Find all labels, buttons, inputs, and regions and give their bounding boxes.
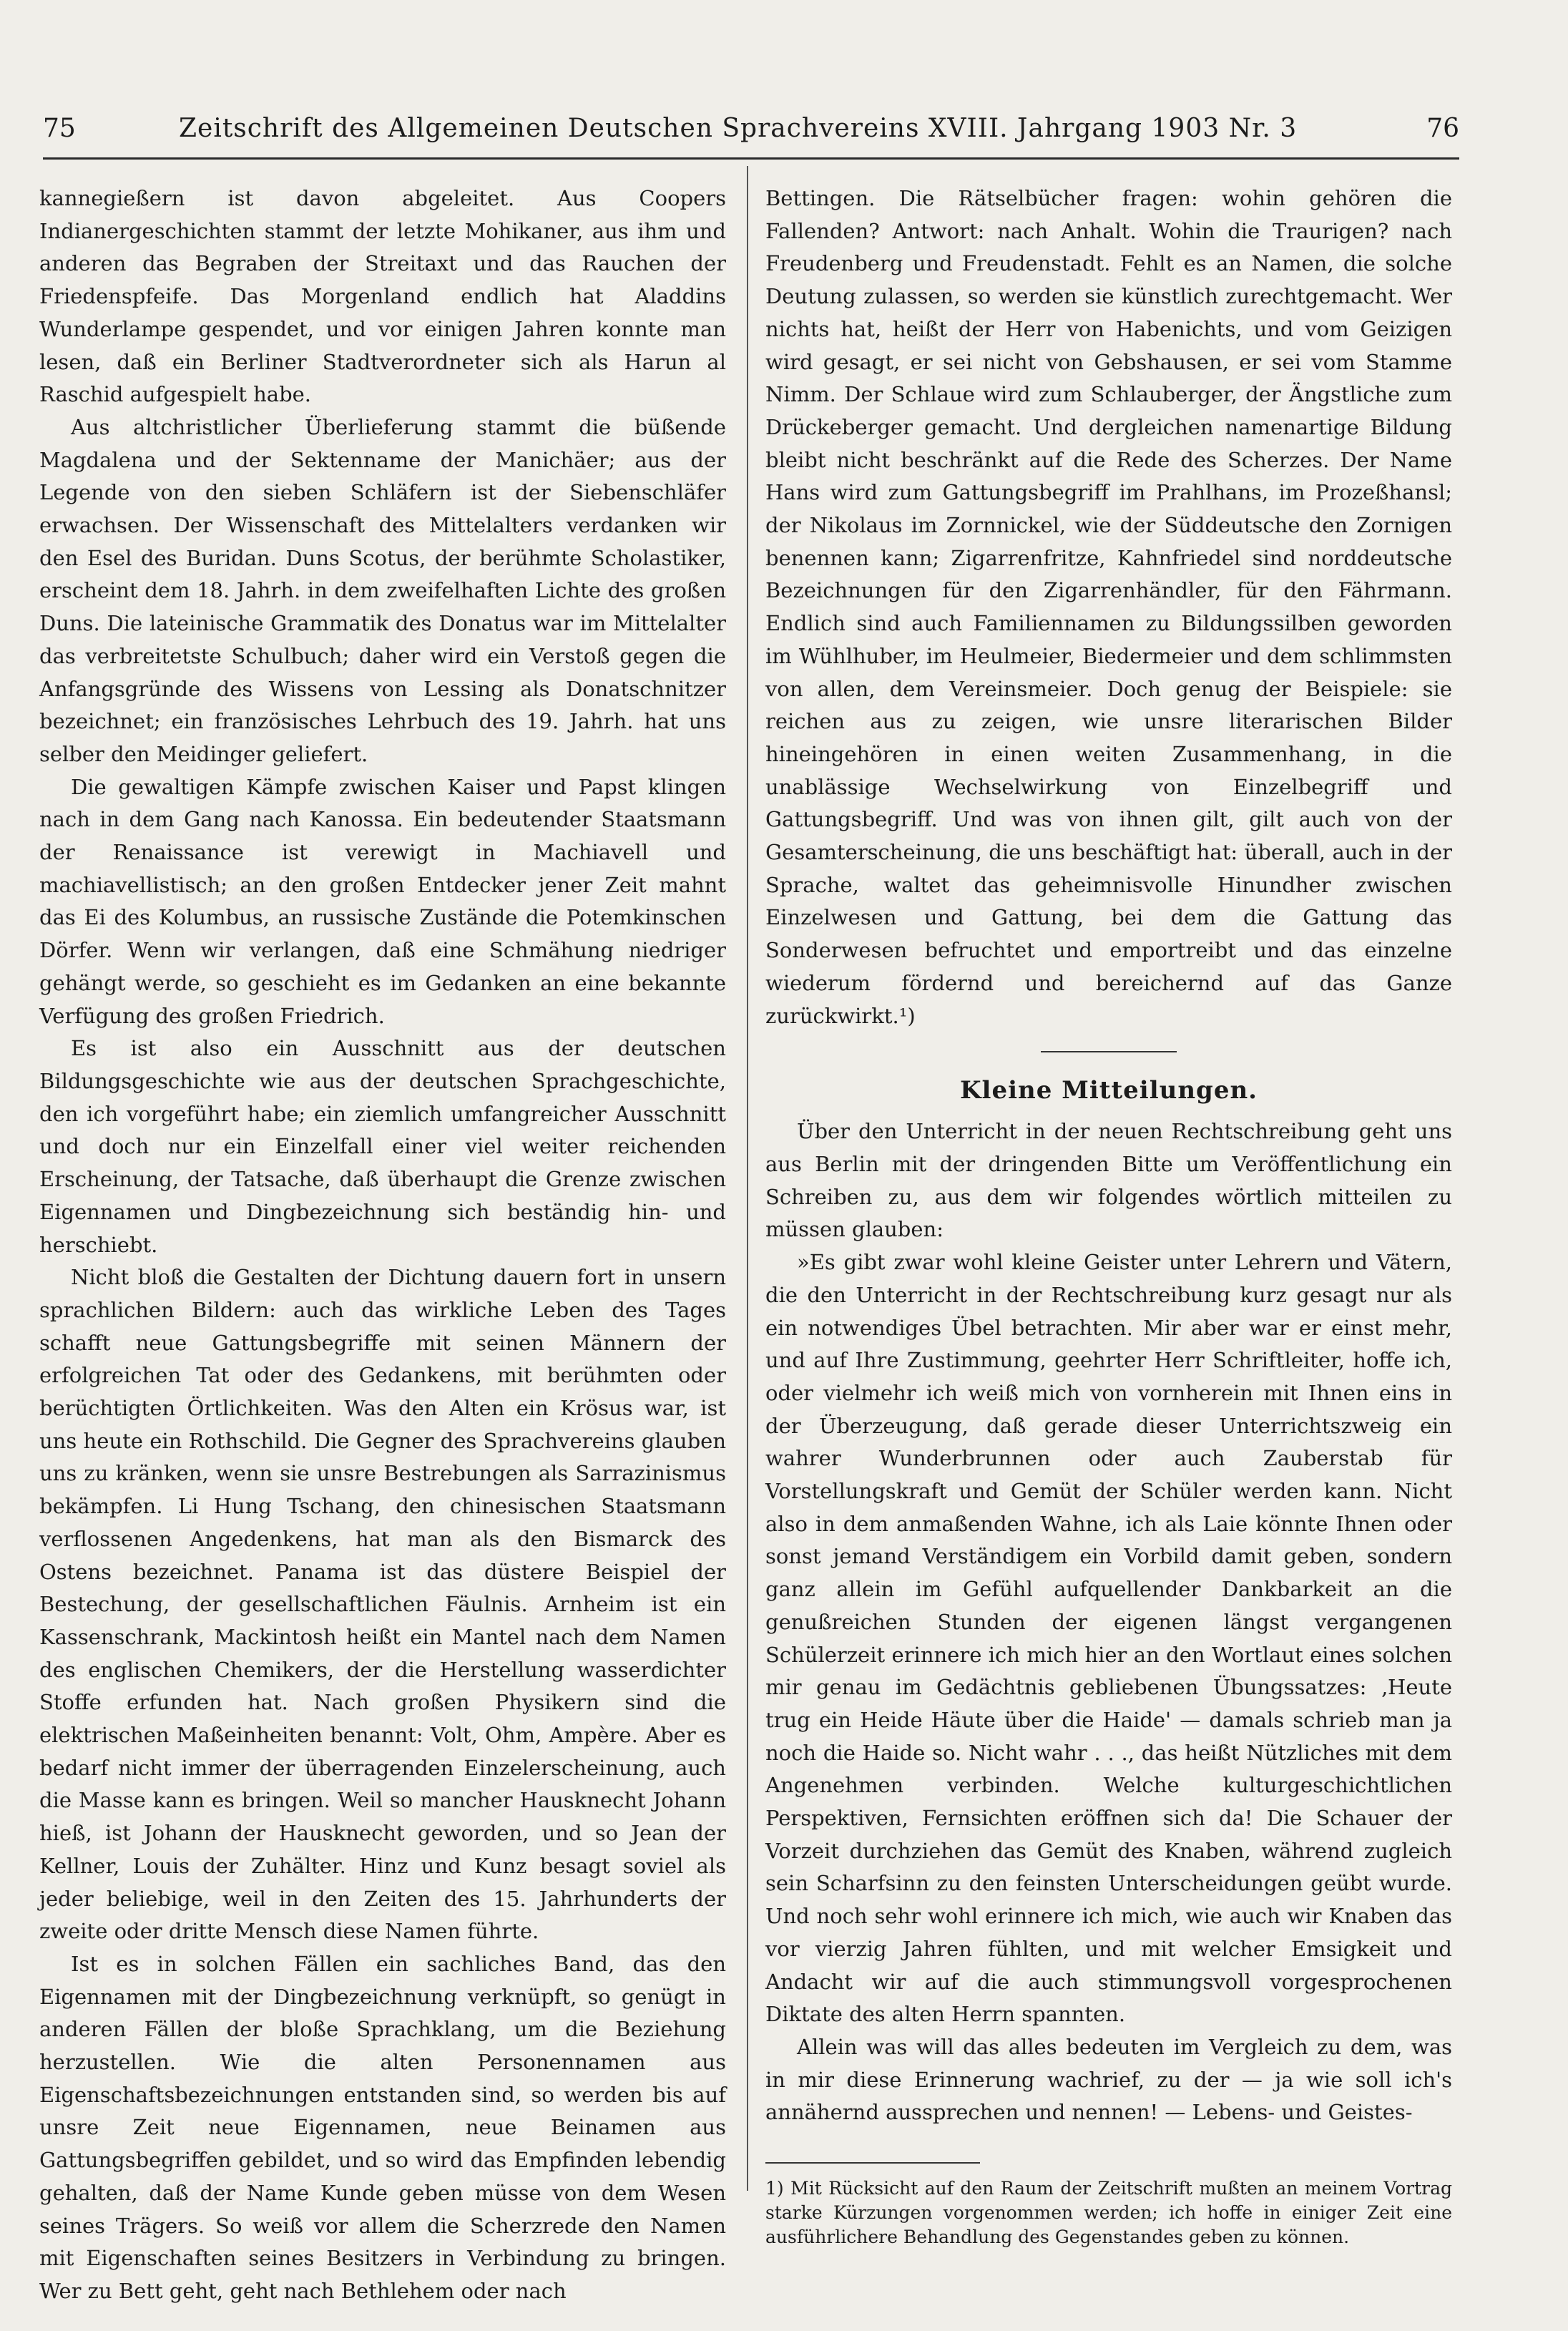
column-divider	[747, 166, 748, 2191]
paragraph: Ist es in solchen Fällen ein sachliches Band, das den Eigennamen mit der Dingbezeichnung verknüpft, so genügt in anderen Fällen der bloße Sprachklang, um die Beziehung herzustellen. Wie die alten Personennamen aus Eigenschaftsbezeichnungen entstanden sind, so werden bis auf unsre Zeit neue Eigennamen, neue Beinamen aus Gattungsbegriffen gebildet, und so wird das Empfinden lebendig gehalten, daß der Name Kunde geben müsse von dem Wesen seines Trägers. So weiß vor allem die Scherzrede den Namen mit Eigenschaften seines Besitzers in Verbindung zu bringen. Wer zu Bett geht, geht nach Bethlehem oder nach	[39, 1951, 726, 2303]
paragraph: Allein was will das alles bedeuten im Vergleich zu dem, was in mir diese Erinnerung wachrief, zu der — ja wie soll ich's annähernd aussprechen und nennen! — Lebens- und Geistes-	[765, 2034, 1452, 2125]
section-rule	[1041, 1051, 1177, 1052]
left-column	[39, 182, 726, 2308]
section-heading: Kleine Mitteilungen.	[959, 1076, 1258, 1105]
footnote: 1) Mit Rücksicht auf den Raum der Zeitschrift mußten an meinem Vortrag starke Kürzungen vorgenommen werden; ich hoffe in einiger Zeit eine ausführlichere Behandlung des Gegenstandes geben zu können.	[765, 2178, 1452, 2248]
right-column	[765, 182, 1452, 2249]
page-header	[43, 107, 1459, 150]
paragraph: Über den Unterricht in der neuen Rechtschreibung geht uns aus Berlin mit der dringenden Bitte um Veröffentlichung ein Schreiben zu, aus dem wir folgendes wörtlich mitteilen zu müssen glauben:	[765, 1119, 1452, 1242]
page-number-right: 76	[1426, 114, 1459, 143]
paragraph: »Es gibt zwar wohl kleine Geister unter Lehrern und Vätern, die den Unterricht in der Rechtschreibung kurz gesagt nur als ein notwendiges Übel betrachten. Mir aber war er einst mehr, und auf Ihre Zustimmung, geehrter Herr Schriftleiter, hoffe ich, oder vielmehr ich weiß mich von vornherein mit Ihnen eins in der Überzeugung, daß gerade dieser Unterrichtszweig ein wahrer Wunderbrunnen oder auch Zauberstab für Vorstellungskraft und Gemüt der Schüler werden kann. Nicht also in dem anmaßenden Wahne, ich als Laie könnte Ihnen oder sonst jemand Verständigem ein Vorbild damit geben, sondern ganz allein im Gefühl aufquellender Dankbarkeit an die genußreichen Stunden der eigenen längst vergangenen Schülerzeit erinnere ich mich hier an den Wortlaut eines solchen mir genau im Gedächtnis gebliebenen Übungssatzes: ‚Heute trug ein Heide Häute über die Haide' — damals schrieb man ja noch die Haide so. Nicht wahr . . ., das heißt Nützliches mit dem Angenehmen verbinden. Welche kulturgeschichtlichen Perspektiven, Fernsichten eröffnen sich da! Die Schauer der Vorzeit durchziehen das Gemüt des Knaben, während zugleich sein Scharfsinn zu den feinsten Unterscheidungen geübt wurde. Und noch sehr wohl erinnere ich mich, wie auch wir Knaben das vor vierzig Jahren fühlten, und mit welcher Emsigkeit und Andacht wir auf die auch stimmungsvoll vorgesprochenen Diktate des alten Herrn spannten.	[765, 1250, 1452, 2027]
paragraph: Nicht bloß die Gestalten der Dichtung dauern fort in unsern sprachlichen Bildern: auch das wirkliche Leben des Tages schafft neue Gattungsbegriffe mit seinen Männern der erfolgreichen Tat oder des Gedankens, mit berühmten oder berüchtigten Örtlichkeiten. Was den Alten ein Krösus war, ist uns heute ein Rothschild. Die Gegner des Sprachvereins glauben uns zu kränken, wenn sie unsre Bestrebungen als Sarrazinismus bekämpfen. Li Hung Tschang, den chinesischen Staatsmann verflossenen Angedenkens, hat man als den Bismarck des Ostens bezeichnet. Panama ist das düstere Beispiel der Bestechung, der gesellschaftlichen Fäulnis. Arnheim ist ein Kassenschrank, Mackintosh heißt ein Mantel nach dem Namen des englischen Chemikers, der die Herstellung wasserdichter Stoffe erfunden hat. Nach großen Physikern sind die elektrischen Maßeinheiten benannt: Volt, Ohm, Ampère. Aber es bedarf nicht immer der überragenden Einzelerscheinung, auch die Masse kann es bringen. Weil so mancher Hausknecht Johann hieß, ist Johann der Hausknecht geworden, und so Jean der Kellner, Louis der Zuhälter. Hinz und Kunz besagt soviel als jeder beliebige, weil in den Zeiten des 15. Jahrhunderts der zweite oder dritte Mensch diese Namen führte.	[39, 1265, 726, 1944]
paragraph: Die gewaltigen Kämpfe zwischen Kaiser und Papst klingen nach in dem Gang nach Kanossa. Ein bedeutender Staatsmann der Renaissance ist verewigt in Machiavell und machiavellistisch; an den großen Entdecker jener Zeit mahnt das Ei des Kolumbus, an russische Zustände die Potemkinschen Dörfer. Wenn wir verlangen, daß eine Schmähung niedriger gehängt werde, so geschieht es im Gedanken an eine bekannte Verfügung des großen Friedrich.	[39, 774, 726, 1028]
footnote-rule	[765, 2162, 980, 2164]
paragraph: kannegießern ist davon abgeleitet. Aus Coopers Indianergeschichten stammt der letzte Mohikaner, aus ihm und anderen das Begraben der Streitaxt und das Rauchen der Friedenspfeife. Das Morgenland endlich hat Aladdins Wunderlampe gespendet, und vor einigen Jahren konnte man lesen, daß ein Berliner Stadtverordneter sich als Harun al Raschid aufgespielt habe.	[39, 186, 726, 407]
paragraph: Bettingen. Die Rätselbücher fragen: wohin gehören die Fallenden? Antwort: nach Anhalt. Wohin die Traurigen? nach Freudenberg und Freudenstadt. Fehlt es an Namen, die solche Deutung zulassen, so werden sie künstlich zurechtgemacht. Wer nichts hat, heißt der Herr von Habenichts, und vom Geizigen wird gesagt, er sei nicht von Gebshausen, er sei vom Stamme Nimm. Der Schlaue wird zum Schlauberger, der Ängstliche zum Drückeberger gemacht. Und dergleichen namenartige Bildung bleibt nicht beschränkt auf die Rede des Scherzes. Der Name Hans wird zum Gattungsbegriff im Prahlhans, im Prozeßhansl; der Nikolaus im Zornnickel, wie der Süddeutsche den Zornigen benennen kann; Zigarrenfritze, Kahnfriedel sind norddeutsche Bezeichnungen für den Zigarrenhändler, für den Fährmann. Endlich sind auch Familiennamen zu Bildungssilben geworden im Wühlhuber, im Heulmeier, Biedermeier und dem schlimmsten von allen, dem Vereinsmeier. Doch genug der Beispiele: sie reichen aus zu zeigen, wie unsre literarischen Bilder hineingehören in einen weiten Zusammenhang, in die unablässige Wechselwirkung von Einzelbegriff und Gattungsbegriff. Und was von ihnen gilt, gilt auch von der Gesamterscheinung, die uns beschäftigt hat: überall, auch in der Sprache, waltet das geheimnisvolle Hinundher zwischen Einzelwesen und Gattung, bei dem die Gattung das Sonderwesen befruchtet und emportreibt und das einzelne wiederum fördernd und bereichernd auf das Ganze zurückwirkt.¹)	[765, 186, 1452, 1028]
paragraph: Aus altchristlicher Überlieferung stammt die büßende Magdalena und der Sektenname der Manichäer; aus der Legende von den sieben Schläfern ist der Siebenschläfer erwachsen. Der Wissenschaft des Mittelalters verdanken wir den Esel des Buridan. Duns Scotus, der berühmte Scholastiker, erscheint dem 18. Jahrh. in dem zweifelhaften Lichte des großen Duns. Die lateinische Grammatik des Donatus war im Mittelalter das verbreitetste Schulbuch; daher wird ein Verstoß gegen die Anfangsgründe des Wissens von Lessing als Donatschnitzer bezeichnet; ein französisches Lehrbuch des 19. Jahrh. hat uns selber den Meidinger geliefert.	[39, 414, 726, 766]
page-number-left: 75	[43, 114, 76, 143]
running-title: Zeitschrift des Allgemeinen Deutschen Sprachvereins XVIII. Jahrgang 1903 Nr. 3	[179, 114, 1298, 143]
header-rule	[43, 157, 1459, 160]
paragraph: Es ist also ein Ausschnitt aus der deutschen Bildungsgeschichte wie aus der deutschen Sprachgeschichte, den ich vorgeführt habe; ein ziemlich umfangreicher Ausschnitt und doch nur ein Einzelfall einer viel weiter reichenden Erscheinung, der Tatsache, daß überhaupt die Grenze zwischen Eigennamen und Dingbezeichnung sich beständig hin- und herschiebt.	[39, 1036, 726, 1257]
